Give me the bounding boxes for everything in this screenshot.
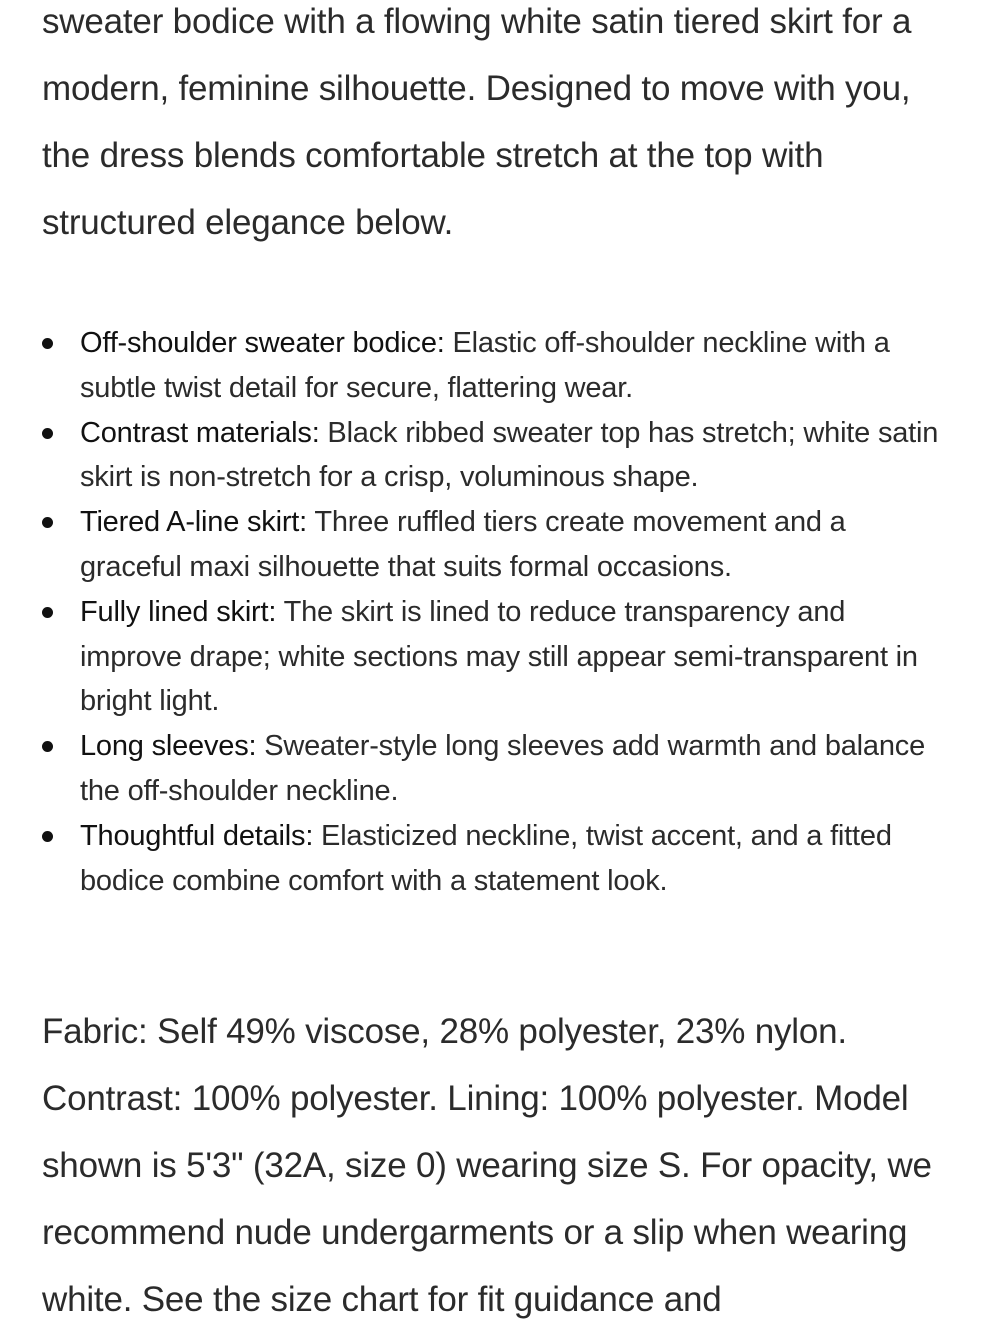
product-description: [42, 0, 967, 1319]
bullet-icon: [42, 428, 53, 439]
bullet-icon: [42, 517, 53, 528]
list-item: [42, 590, 942, 724]
bullet-icon: [42, 338, 53, 349]
fabric-paragraph: Fabric: Self 49% viscose, 28% polyester, 23% nylon. Contrast: 100% polyester. Lining: 100% polyester. Model shown is 5'3" (32A, size 0) wearing size S. For opacity, we recommend nude undergarments or a slip when wearing white. See the size chart for fit guidance and: [42, 1012, 932, 1319]
feature-title: Thoughtful details:: [80, 819, 314, 852]
bullet-icon: [42, 741, 53, 752]
feature-title: Off-shoulder sweater bodice:: [80, 327, 445, 359]
feature-body: Elastic off-shoulder neckline with a subtle twist detail for secure, flattering wear.: [80, 327, 890, 404]
intro-paragraph: sweater bodice with a flowing white satin tiered skirt for a modern, feminine silhouette. Designed to move with you, the dress blends comfortable stretch at the top with structured elegance below.: [42, 2, 912, 242]
feature-body: Elasticized neckline, twist accent, and a fitted bodice combine comfort with a statement look.: [80, 819, 892, 897]
feature-title: Long sleeves:: [80, 730, 257, 763]
bullet-icon: [42, 831, 53, 842]
feature-title: Fully lined skirt:: [80, 595, 277, 628]
list-item: [42, 724, 942, 814]
bullet-icon: [42, 607, 53, 618]
list-item: [42, 500, 942, 590]
list-item: [42, 411, 942, 501]
feature-body: Sweater-style long sleeves add warmth and balance the off-shoulder neckline.: [80, 730, 926, 807]
list-item: [42, 814, 942, 904]
feature-body: Three ruffled tiers create movement and a graceful maxi silhouette that suits formal occasions.: [80, 506, 846, 583]
feature-body: Black ribbed sweater top has stretch; white satin skirt is non-stretch for a crisp, voluminous shape.: [80, 416, 939, 494]
list-item: [42, 321, 942, 411]
feature-list: [42, 321, 942, 903]
feature-body: The skirt is lined to reduce transparency and improve drape; white sections may still appear semi-transparent in bright light.: [80, 595, 918, 718]
feature-title: Tiered A-line skirt:: [80, 506, 307, 539]
feature-title: Contrast materials:: [80, 416, 320, 449]
